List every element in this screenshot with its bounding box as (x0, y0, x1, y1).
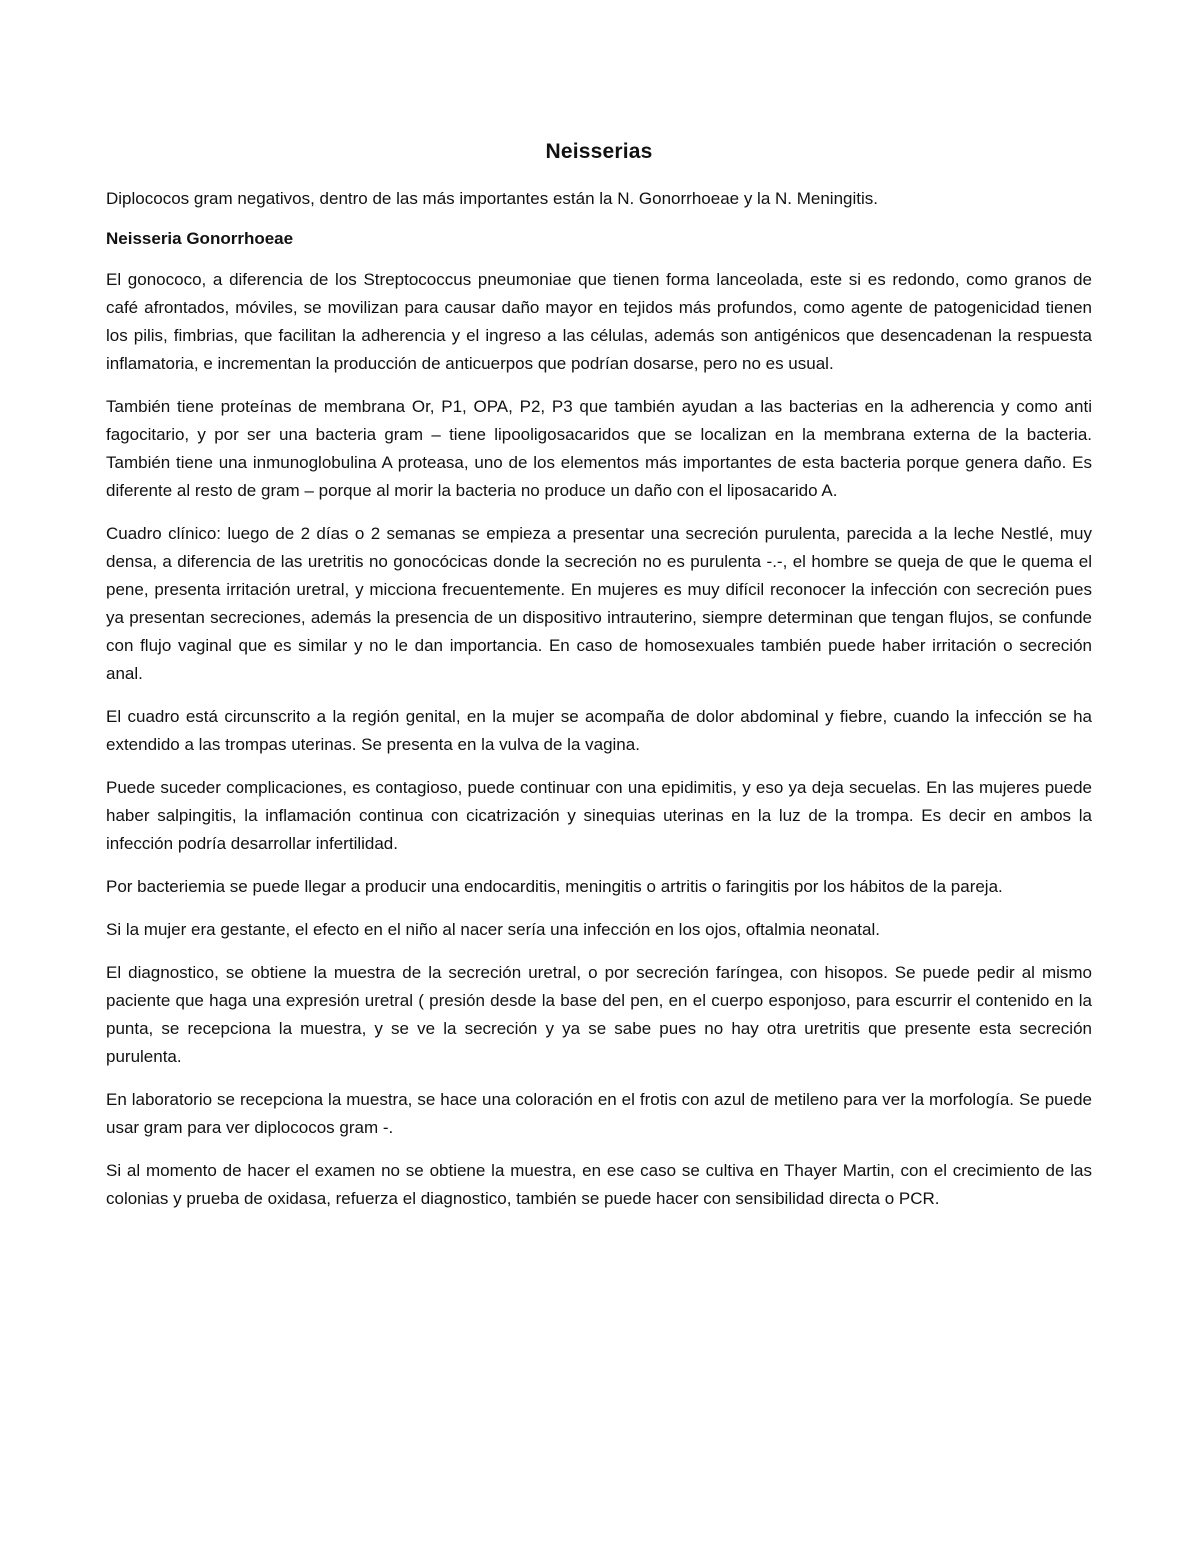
paragraph-diagnostico: El diagnostico, se obtiene la muestra de la secreción uretral, o por secreción faríngea, con hisopos. Se puede pedir al mismo paciente que haga una expresión uretral ( presión desde la base del pen, en el cuerpo esponjoso, para escurrir el contenido en la punta, se recepciona la muestra, y se ve la secreción y ya se sabe pues no hay otra uretritis que presente esta secreción purulenta. (106, 963, 1092, 1066)
document-title: Neisserias (545, 140, 653, 163)
paragraph-laboratorio: En laboratorio se recepciona la muestra, se hace una coloración en el frotis con azul de metileno para ver la morfología. Se puede usar gram para ver diplococos gram -. (106, 1090, 1092, 1137)
paragraph-gonococo: El gonococo, a diferencia de los Streptococcus pneumoniae que tienen forma lanceolada, este si es redondo, como granos de café afrontados, móviles, se movilizan para causar daño mayor en tejidos más profundos, como agente de patogenicidad tienen los pilis, fimbrias, que facilitan la adherencia y el ingreso a las células, además son antigénicos que desencadenan la respuesta inflamatoria, e incrementan la producción de anticuerpos que podrían dosarse, pero no es usual. (106, 270, 1092, 373)
paragraph-complicaciones: Puede suceder complicaciones, es contagioso, puede continuar con una epidimitis, y eso ya deja secuelas. En las mujeres puede haber salpingitis, la inflamación continua con cicatrización y sinequias uterinas en la luz de la trompa. Es decir en ambos la infección podría desarrollar infertilidad. (106, 778, 1092, 853)
paragraph-cuadro-clinico: Cuadro clínico: luego de 2 días o 2 semanas se empieza a presentar una secreción purulenta, parecida a la leche Nestlé, muy densa, a diferencia de las uretritis no gonocócicas donde la secreción no es purulenta -.-, el hombre se queja de que le quema el pene, presenta irritación uretral, y micciona frecuentemente. En mujeres es muy difícil reconocer la infección con secreción pues ya presentan secreciones, además la presencia de un dispositivo intrauterino, siempre determinan que tengan flujos, se confunde con flujo vaginal que es similar y no le dan importancia. En caso de homosexuales también puede haber irritación o secreción anal. (106, 524, 1092, 683)
paragraph-proteinas: También tiene proteínas de membrana Or, P1, OPA, P2, P3 que también ayudan a las bacterias en la adherencia y como anti fagocitario, y por ser una bacteria gram – tiene lipooligosacaridos que se localizan en la membrana externa de la bacteria. También tiene una inmunoglobulina A proteasa, uno de los elementos más importantes de esta bacteria porque genera daño. Es diferente al resto de gram – porque al morir la bacteria no produce un daño con el liposacarido A. (106, 397, 1092, 500)
paragraph-gestante: Si la mujer era gestante, el efecto en el niño al nacer sería una infección en los ojos, oftalmia neonatal. (106, 920, 880, 939)
paragraph-region-genital: El cuadro está circunscrito a la región genital, en la mujer se acompaña de dolor abdominal y fiebre, cuando la infección se ha extendido a las trompas uterinas. Se presenta en la vulva de la vagina. (106, 707, 1092, 754)
document-page (106, 140, 1092, 1228)
intro-paragraph: Diplococos gram negativos, dentro de las más importantes están la N. Gonorrhoeae y la N. Meningitis. (106, 189, 878, 208)
section-title: Neisseria Gonorrhoeae (106, 229, 294, 248)
paragraph-bacteriemia: Por bacteriemia se puede llegar a producir una endocarditis, meningitis o artritis o faringitis por los hábitos de la pareja. (106, 877, 1003, 896)
paragraph-cultivo: Si al momento de hacer el examen no se obtiene la muestra, en ese caso se cultiva en Thayer Martin, con el crecimiento de las colonias y prueba de oxidasa, refuerza el diagnostico, también se puede hacer con sensibilidad directa o PCR. (106, 1161, 1092, 1208)
